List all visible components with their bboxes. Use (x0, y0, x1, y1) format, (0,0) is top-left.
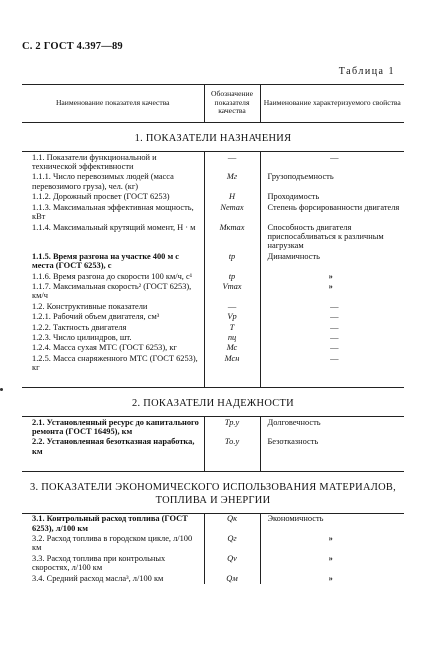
indicator-property: » (328, 271, 333, 281)
indicator-symbol: nц (204, 332, 260, 342)
table-row (22, 251, 404, 271)
table-row (22, 271, 404, 281)
indicator-symbol: Vр (204, 312, 260, 322)
table-row (22, 513, 404, 533)
indicator-name: 1.1. Показатели функциональной и технической эффективности (32, 152, 157, 172)
indicator-symbol: Мг (204, 172, 260, 192)
indicator-property: » (328, 534, 333, 544)
table-row (22, 553, 404, 573)
indicator-name: 1.1.6. Время разгона до скорости 100 км/ч, с¹ (32, 271, 193, 281)
indicator-symbol: То.у (204, 437, 260, 457)
table-row (22, 534, 404, 554)
indicator-name: 1.2.1. Рабочий объем двигателя, см³ (32, 312, 160, 322)
indicator-property: — (330, 312, 339, 322)
indicator-property: — (330, 301, 339, 311)
indicator-symbol: Н (204, 192, 260, 202)
indicator-property: — (330, 332, 339, 342)
indicator-name: 1.2.3. Число цилиндров, шт. (32, 332, 132, 342)
table-row (22, 312, 404, 322)
table-row (22, 202, 404, 222)
table-row (22, 332, 404, 342)
indicator-property: Экономичность (267, 514, 324, 524)
indicator-property: Способность двигателя приспосабливаться к различным нагрузкам (267, 222, 384, 251)
indicator-property: Проходимость (267, 192, 320, 202)
table-row (22, 343, 404, 353)
table-row (22, 281, 404, 301)
indicator-property: Грузоподъемность (267, 172, 334, 182)
column-header-symbol: Обозначение показателя качества (204, 85, 260, 123)
table-row (22, 573, 404, 583)
indicator-name: 3.1. Контрольный расход топлива (ГОСТ 6253), л/100 км (32, 514, 188, 533)
indicator-symbol: — (204, 301, 260, 311)
indicator-property: — (330, 353, 339, 363)
indicator-symbol: Тр.у (204, 417, 260, 437)
indicator-symbol: Mкmax (204, 222, 260, 251)
table-row (22, 301, 404, 311)
indicator-property: — (330, 152, 339, 162)
section-title: 3. ПОКАЗАТЕЛИ ЭКОНОМИЧЕСКОГО ИСПОЛЬЗОВАНИЯ МАТЕРИАЛОВ, ТОПЛИВА И ЭНЕРГИИ (22, 471, 404, 513)
indicator-symbol: — (204, 152, 260, 172)
indicator-symbol: Vmax (204, 281, 260, 301)
indicator-symbol: Qv (204, 553, 260, 573)
indicator-property: — (330, 343, 339, 353)
section-heading (22, 388, 404, 417)
indicator-symbol: tр (204, 251, 260, 271)
indicator-symbol: Nemax (204, 202, 260, 222)
indicator-name: 3.4. Средний расход масла³, л/100 км (32, 573, 164, 583)
row-spacer (22, 457, 404, 472)
table-row (22, 152, 404, 172)
indicator-property: » (328, 573, 333, 583)
indicator-symbol: tр (204, 271, 260, 281)
indicator-symbol: Qм (204, 573, 260, 583)
indicator-property: Степень форсированности двигателя (267, 202, 400, 212)
indicator-name: 1.1.2. Дорожный просвет (ГОСТ 6253) (32, 192, 170, 202)
indicator-property: Долговечность (267, 417, 321, 427)
indicator-name: 1.1.7. Максимальная скорость² (ГОСТ 6253), км/ч (32, 281, 192, 301)
table-row (22, 353, 404, 373)
indicator-name: 1.2. Конструктивные показатели (32, 301, 148, 311)
indicator-property: — (330, 322, 339, 332)
indicator-symbol: Мсн (204, 353, 260, 373)
indicator-symbol: Qк (204, 513, 260, 533)
margin-mark (0, 388, 3, 391)
section-heading (22, 471, 404, 513)
indicator-symbol: Мс (204, 343, 260, 353)
indicator-name: 3.2. Расход топлива в городском цикле, л/100 км (32, 534, 193, 553)
quality-indicators-table (22, 84, 404, 584)
column-header-name: Наименование показателя качества (22, 85, 204, 123)
row-spacer (22, 373, 404, 388)
indicator-symbol: Т (204, 322, 260, 332)
indicator-symbol: Qг (204, 534, 260, 554)
column-header-property: Наименование характеризуемого свойства (260, 85, 404, 123)
table-row (22, 192, 404, 202)
section-title: 1. ПОКАЗАТЕЛИ НАЗНАЧЕНИЯ (22, 123, 404, 152)
table-header-row (22, 85, 404, 123)
table-label: Таблица 1 (338, 66, 395, 77)
indicator-property: » (328, 281, 333, 291)
indicator-name: 1.2.5. Масса снаряженного МТС (ГОСТ 6253), кг (32, 353, 198, 373)
table-row (22, 437, 404, 457)
indicator-name: 1.2.4. Масса сухая МТС (ГОСТ 6253), кг (32, 343, 177, 353)
indicator-name: 1.2.2. Тактность двигателя (32, 322, 127, 332)
table-row (22, 172, 404, 192)
indicator-property: Динамичность (267, 251, 320, 261)
indicator-name: 3.3. Расход топлива при контрольных скоростях, л/100 км (32, 553, 166, 573)
table-row (22, 417, 404, 437)
table-row (22, 222, 404, 251)
indicator-name: 2.2. Установленная безотказная наработка, км (32, 437, 195, 456)
section-heading (22, 123, 404, 152)
page-header: С. 2 ГОСТ 4.397—89 (22, 41, 123, 52)
indicator-property: » (328, 553, 333, 563)
section-title: 2. ПОКАЗАТЕЛИ НАДЕЖНОСТИ (22, 388, 404, 417)
indicator-name: 1.1.5. Время разгона на участке 400 м с места (ГОСТ 6253), с (32, 251, 179, 271)
indicator-name: 1.1.3. Максимальная эффективная мощность, кВт (32, 202, 194, 222)
indicator-property: Безотказность (267, 437, 319, 447)
table-row (22, 322, 404, 332)
indicator-name: 1.1.4. Максимальный крутящий момент, Н · м (32, 222, 196, 232)
indicator-name: 2.1. Установленный ресурс до капитального ремонта (ГОСТ 16495), км (32, 417, 199, 436)
indicator-name: 1.1.1. Число перевозимых людей (масса перевозимого груза), чел. (кг) (32, 172, 174, 191)
